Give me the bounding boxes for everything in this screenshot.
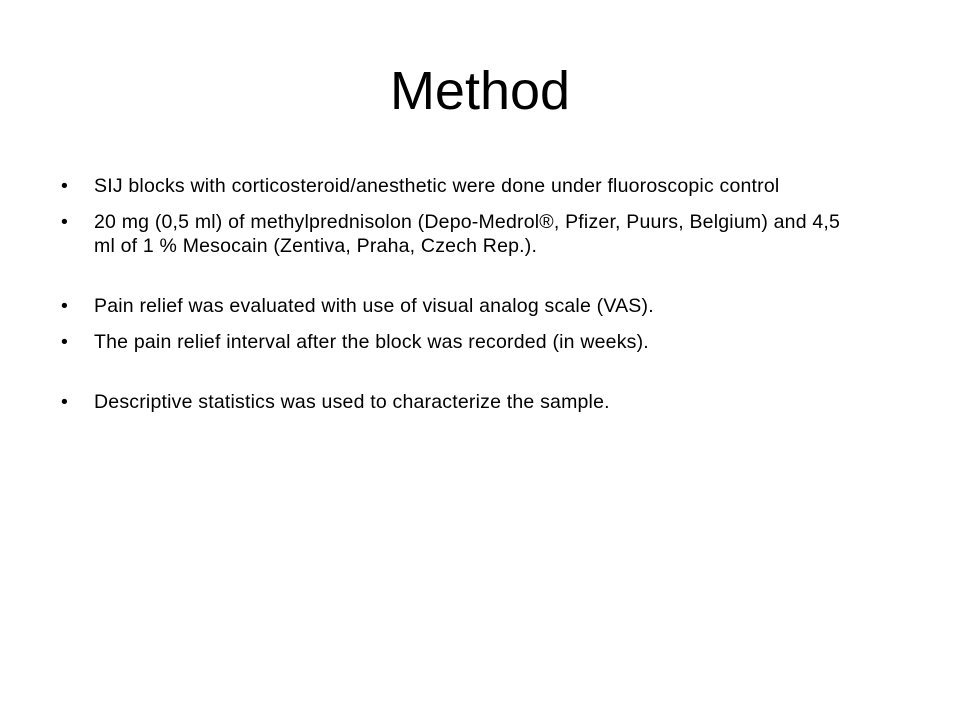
bullet-item-vas — [61, 294, 861, 318]
bullet-item-statistics — [61, 390, 861, 414]
bullet-item-relief-interval — [61, 330, 861, 354]
bullet-item-sij-blocks — [61, 174, 861, 198]
bullet-text: SIJ blocks with corticosteroid/anesthetic were done under fluoroscopic control — [94, 175, 780, 197]
bullet-marker: • — [61, 211, 69, 233]
bullet-text: The pain relief interval after the block was recorded (in weeks). — [94, 331, 649, 353]
bullet-text: Descriptive statistics was used to characterize the sample. — [94, 391, 610, 413]
bullet-list — [61, 174, 861, 414]
bullet-item-dosage — [61, 210, 861, 258]
bullet-marker: • — [61, 331, 69, 353]
bullet-text: 20 mg (0,5 ml) of methylprednisolon (Depo-Medrol®, Pfizer, Puurs, Belgium) and 4,5 ml of 1 % Mesocain (Zentiva, Praha, Czech Rep.). — [94, 211, 841, 257]
bullet-marker: • — [61, 295, 69, 317]
slide-title: Method — [389, 61, 571, 121]
bullet-text: Pain relief was evaluated with use of visual analog scale (VAS). — [94, 295, 654, 317]
bullet-marker: • — [61, 391, 69, 413]
bullet-marker: • — [61, 175, 69, 197]
